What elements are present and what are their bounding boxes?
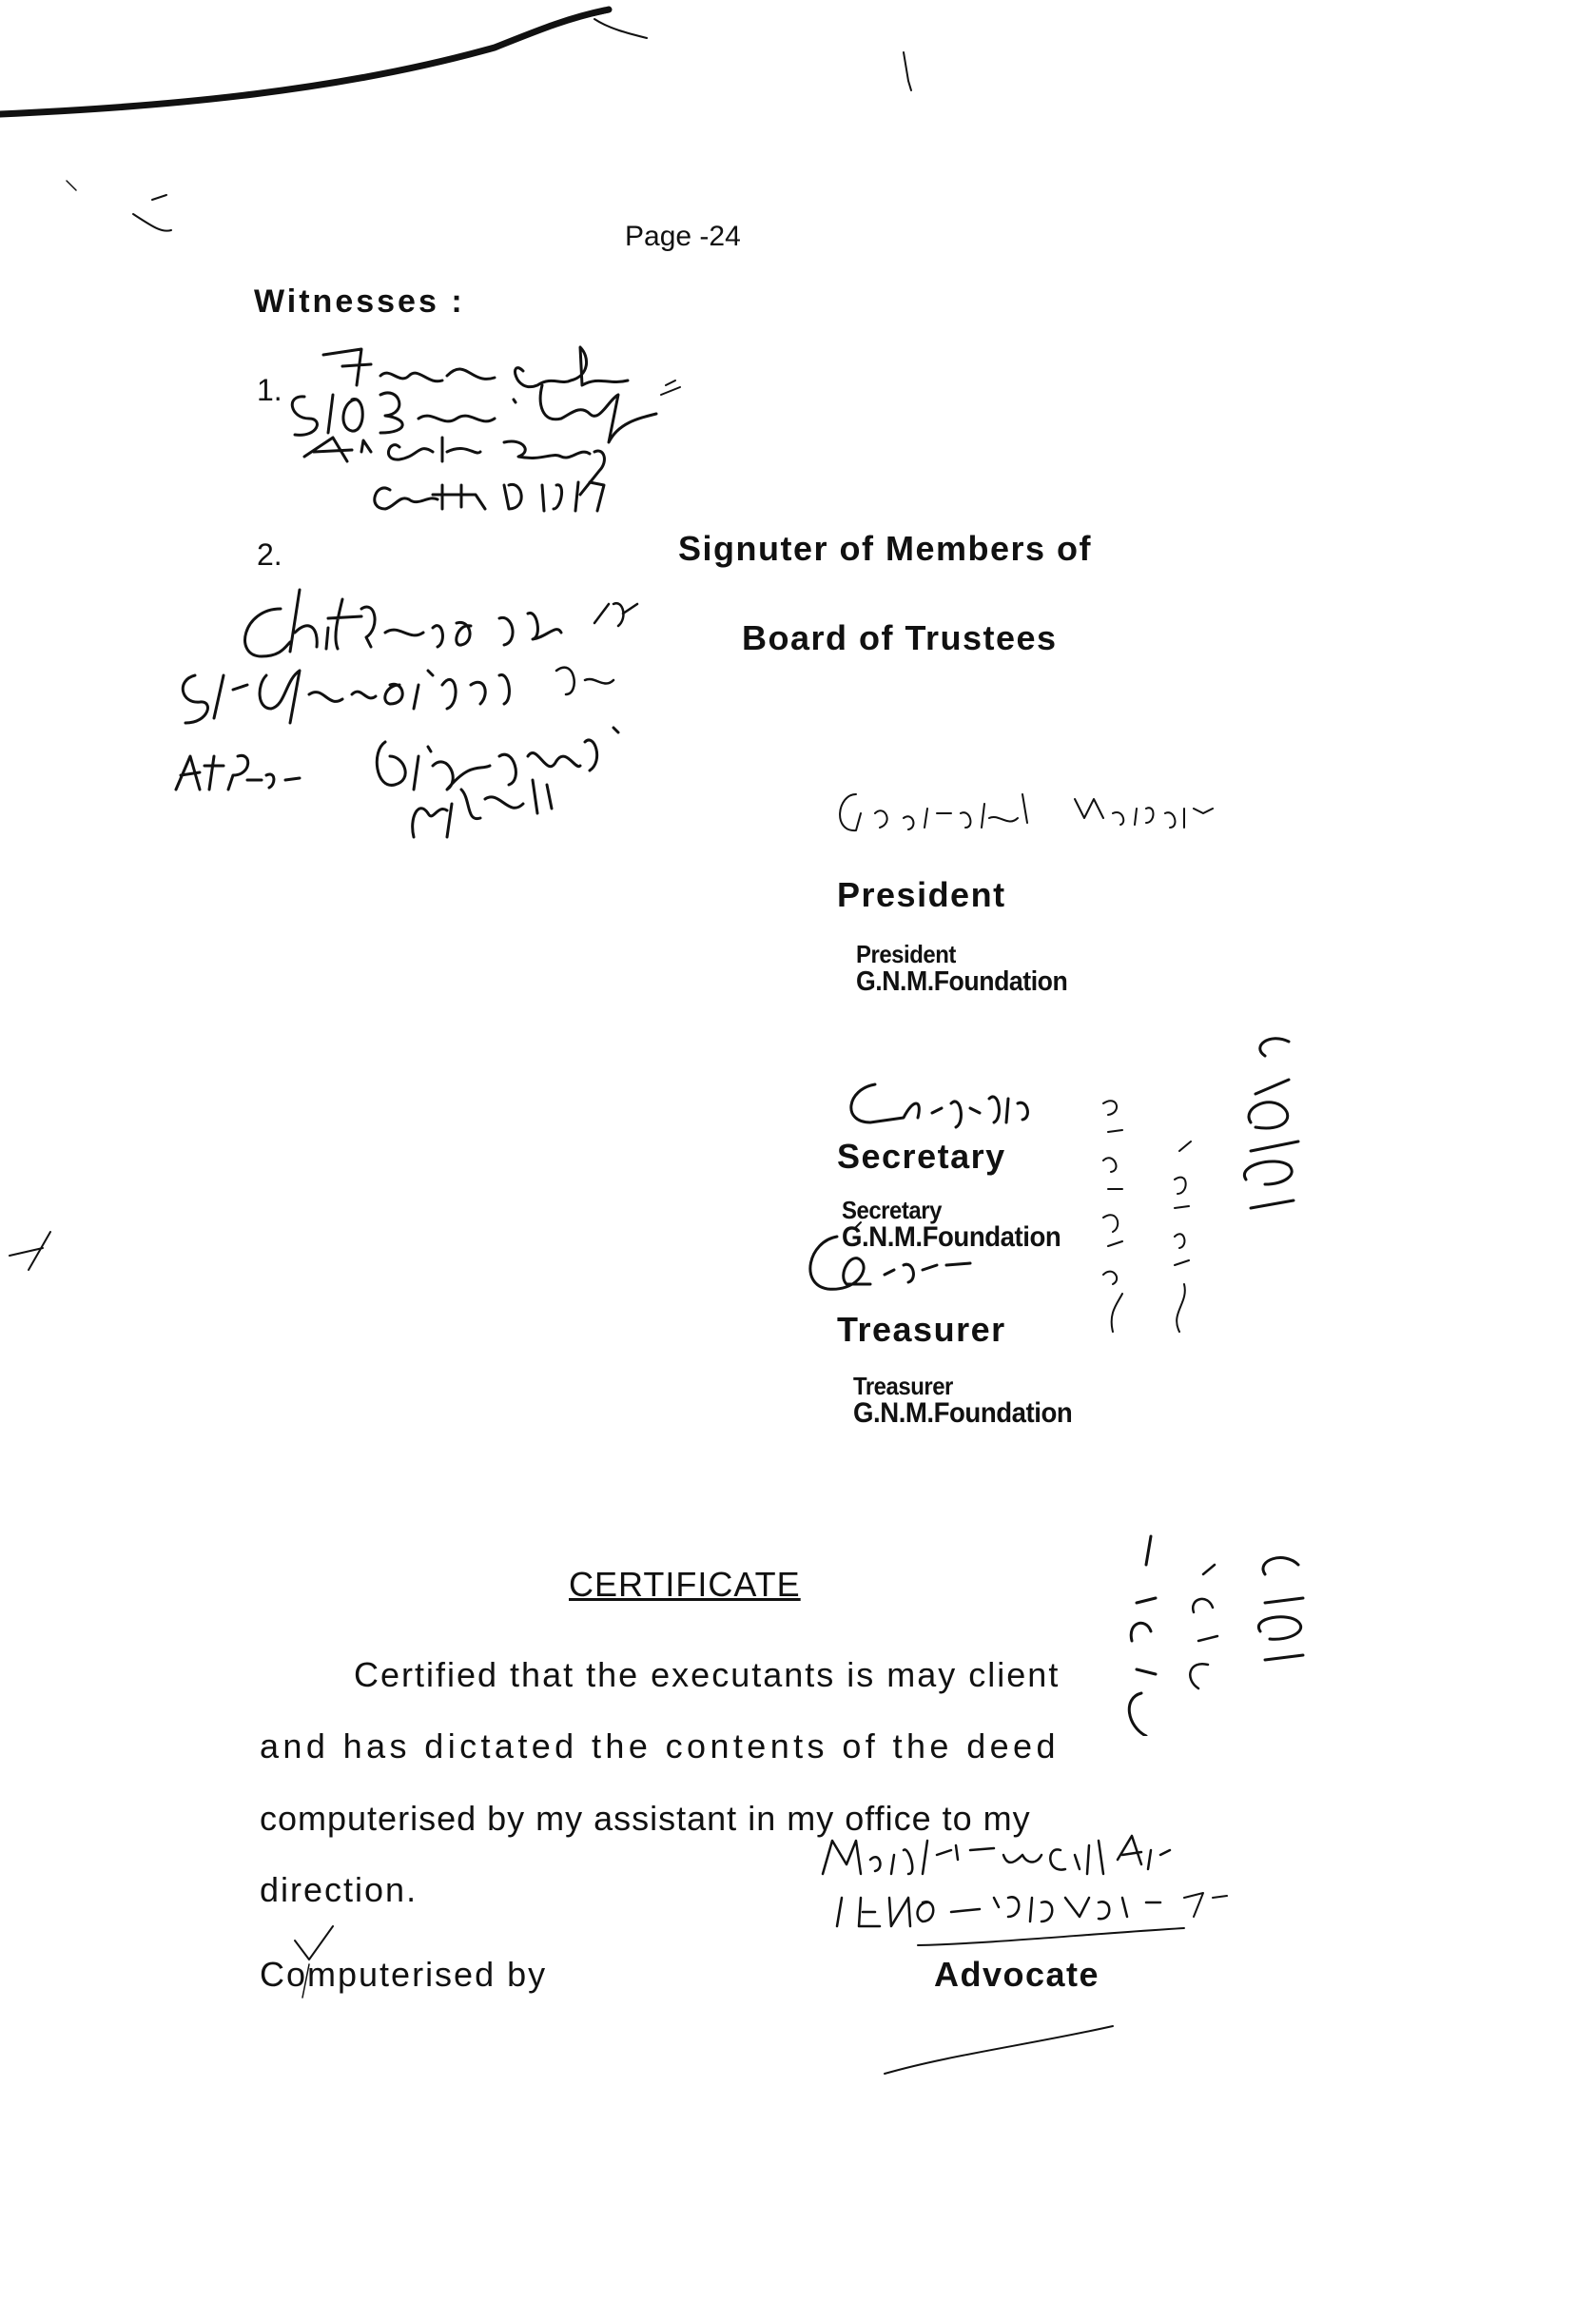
president-stamp-line2: G.N.M.Foundation	[856, 966, 1068, 997]
margin-president-endorsement	[1084, 951, 1313, 1351]
certificate-heading: CERTIFICATE	[569, 1565, 801, 1604]
signatories-heading-line2: Board of Trustees	[742, 618, 1058, 657]
witness-1-signature	[276, 328, 866, 537]
witness-1-number: 1.	[257, 373, 282, 407]
signature-line	[875, 2007, 1122, 2083]
advocate-label: Advocate	[934, 1955, 1100, 1994]
secretary-stamp-line1: Secretary	[842, 1196, 942, 1224]
certificate-line-1: Certified that the executants is may client	[354, 1655, 1061, 1694]
scan-edge-mark	[0, 0, 1596, 285]
certificate-line-4: direction.	[260, 1870, 418, 1909]
margin-treasurer-endorsement	[1170, 1893, 1398, 2254]
signatories-heading-line1: Signuter of Members of	[678, 529, 1093, 568]
witness-2-signature	[157, 552, 785, 856]
advocate-signature	[804, 1822, 1336, 1974]
treasurer-stamp-line2: G.N.M.Foundation	[853, 1397, 1073, 1429]
witnesses-label: Witnesses :	[254, 283, 465, 320]
secretary-signature	[827, 1070, 1094, 1146]
secretary-title: Secretary	[837, 1137, 1006, 1176]
president-signature	[818, 775, 1275, 851]
president-stamp-line1: President	[856, 940, 956, 968]
president-title: President	[837, 875, 1006, 914]
computerised-by-label: Computerised by	[260, 1955, 548, 1994]
margin-secretary-endorsement	[1108, 1508, 1317, 1736]
certificate-line-3: computerised by my assistant in my office to my	[260, 1799, 1031, 1838]
secretary-stamp-line2: G.N.M.Foundation	[842, 1221, 1061, 1253]
page-number: Page -24	[625, 221, 741, 252]
margin-mark	[5, 1227, 62, 1284]
treasurer-title: Treasurer	[837, 1310, 1006, 1349]
witness-2-number: 2.	[257, 537, 282, 572]
certificate-line-2: and has dictated the contents of the deed	[260, 1726, 1060, 1765]
treasurer-stamp-line1: Treasurer	[853, 1372, 953, 1400]
